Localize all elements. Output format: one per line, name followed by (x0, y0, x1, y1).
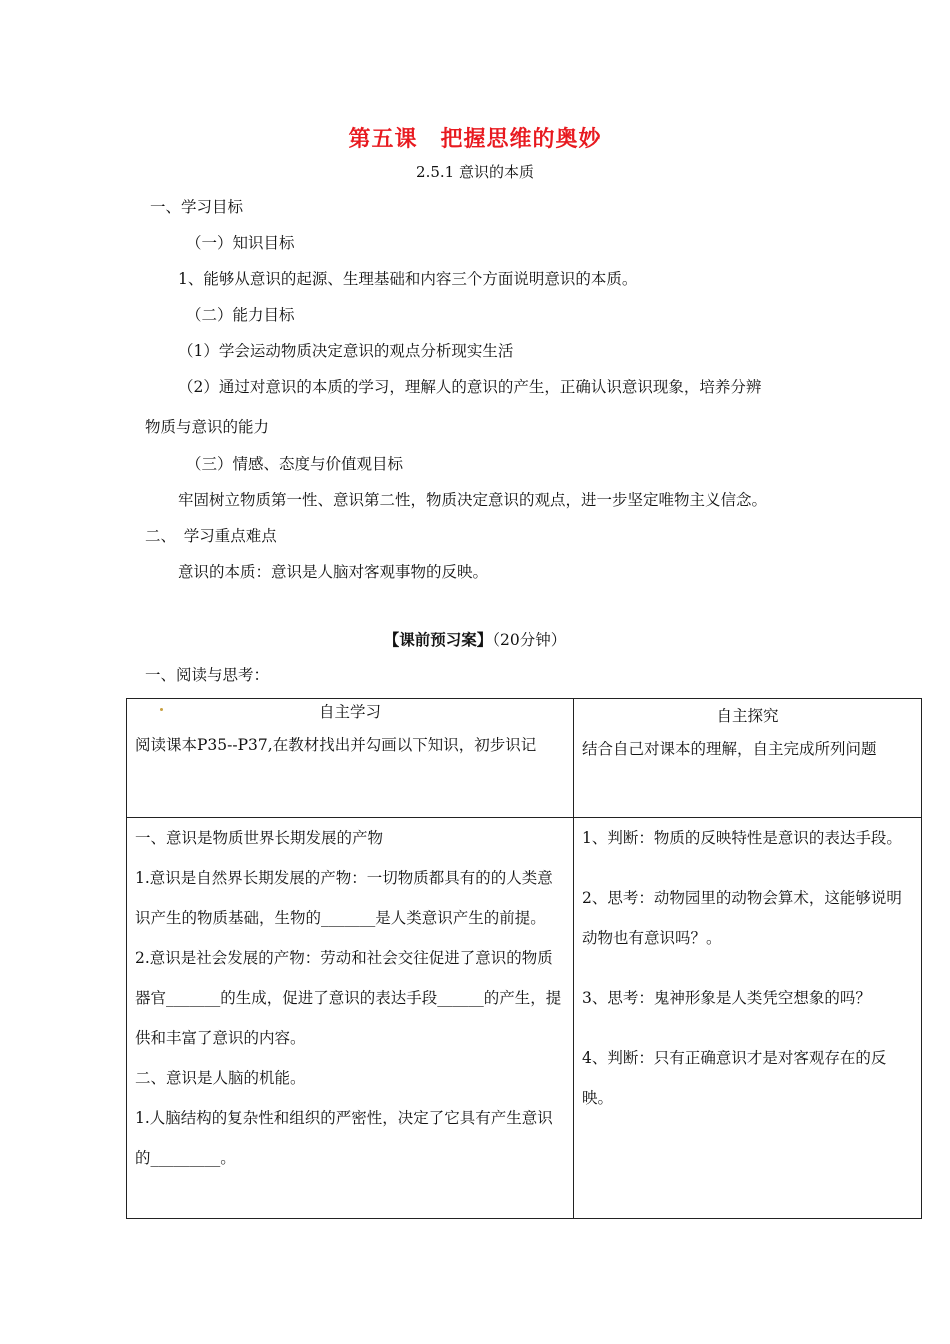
self-study-title: 自主学习 (318, 703, 381, 721)
preview-header-label: 【课前预习案】 (383, 630, 493, 649)
self-study-intro: 阅读课本P35--P37,在教材找出并勾画以下知识，初步识记 (135, 736, 537, 754)
key-points-item: 意识的本质：意识是人脑对客观事物的反映。 (178, 563, 489, 581)
decorative-dot (160, 708, 163, 711)
preview-header-time: （20分钟） (492, 631, 567, 649)
list-item: 一、意识是物质世界长期发展的产物 (135, 829, 384, 847)
self-explore-intro: 结合自己对课本的理解，自主完成所列问题 (582, 740, 877, 758)
section-subtitle: 2.5.1 意识的本质 (416, 163, 534, 181)
table-header-row (127, 699, 922, 818)
self-explore-title: 自主探究 (716, 707, 779, 725)
emotion-item: 牢固树立物质第一性、意识第二性，物质决定意识的观点，进一步坚定唯物主义信念。 (178, 491, 768, 509)
list-item: 1、判断：物质的反映特性是意识的表达手段。 (582, 829, 902, 847)
preview-header (0, 628, 950, 650)
list-item: 二、意识是人脑的机能。 (135, 1069, 306, 1087)
list-item: 2、思考：动物园里的动物会算术，这能够说明动物也有意识吗？。 (582, 889, 902, 947)
list-item: 4、判断：只有正确意识才是对客观存在的反映。 (582, 1049, 887, 1107)
self-explore-content-cell (574, 818, 922, 1219)
emotion-heading: （三）情感、态度与价值观目标 (186, 455, 404, 473)
study-table (126, 698, 922, 1219)
ability-heading: （二）能力目标 (186, 306, 295, 324)
goals-heading: 一、学习目标 (150, 198, 244, 216)
ability-item-2-line2: 物质与意识的能力 (145, 418, 270, 436)
ability-item-1: （1）学会运动物质决定意识的观点分析现实生活 (178, 342, 514, 360)
self-study-header-cell (127, 699, 574, 818)
self-study-content-cell (127, 818, 574, 1219)
list-item: 1.人脑结构的复杂性和组织的严密性，决定了它具有产生意识的_________。 (135, 1109, 553, 1167)
list-item: 2.意识是社会发展的产物：劳动和社会交往促进了意识的物质器官_______的生成，促进了意识的表达手段______的产生，提供和丰富了意识的内容。 (135, 949, 562, 1047)
lesson-title: 第五课 把握思维的奥妙 (348, 127, 602, 152)
knowledge-heading: （一）知识目标 (186, 234, 295, 252)
table-body-row (127, 818, 922, 1219)
list-item: 1.意识是自然界长期发展的产物：一切物质都具有的的人类意识产生的物质基础，生物的_______是人类意识产生的前提。 (135, 869, 553, 927)
ability-item-2-line1: （2）通过对意识的本质的学习，理解人的意识的产生，正确认识意识现象，培养分辨 (178, 378, 762, 396)
read-think-heading: 一、阅读与思考： (145, 666, 270, 684)
self-explore-header-cell (574, 699, 922, 818)
list-item: 3、思考：鬼神形象是人类凭空想象的吗？ (582, 989, 871, 1007)
key-points-heading: 二、 学习重点难点 (145, 527, 277, 545)
knowledge-item: 1、能够从意识的起源、生理基础和内容三个方面说明意识的本质。 (178, 270, 638, 288)
